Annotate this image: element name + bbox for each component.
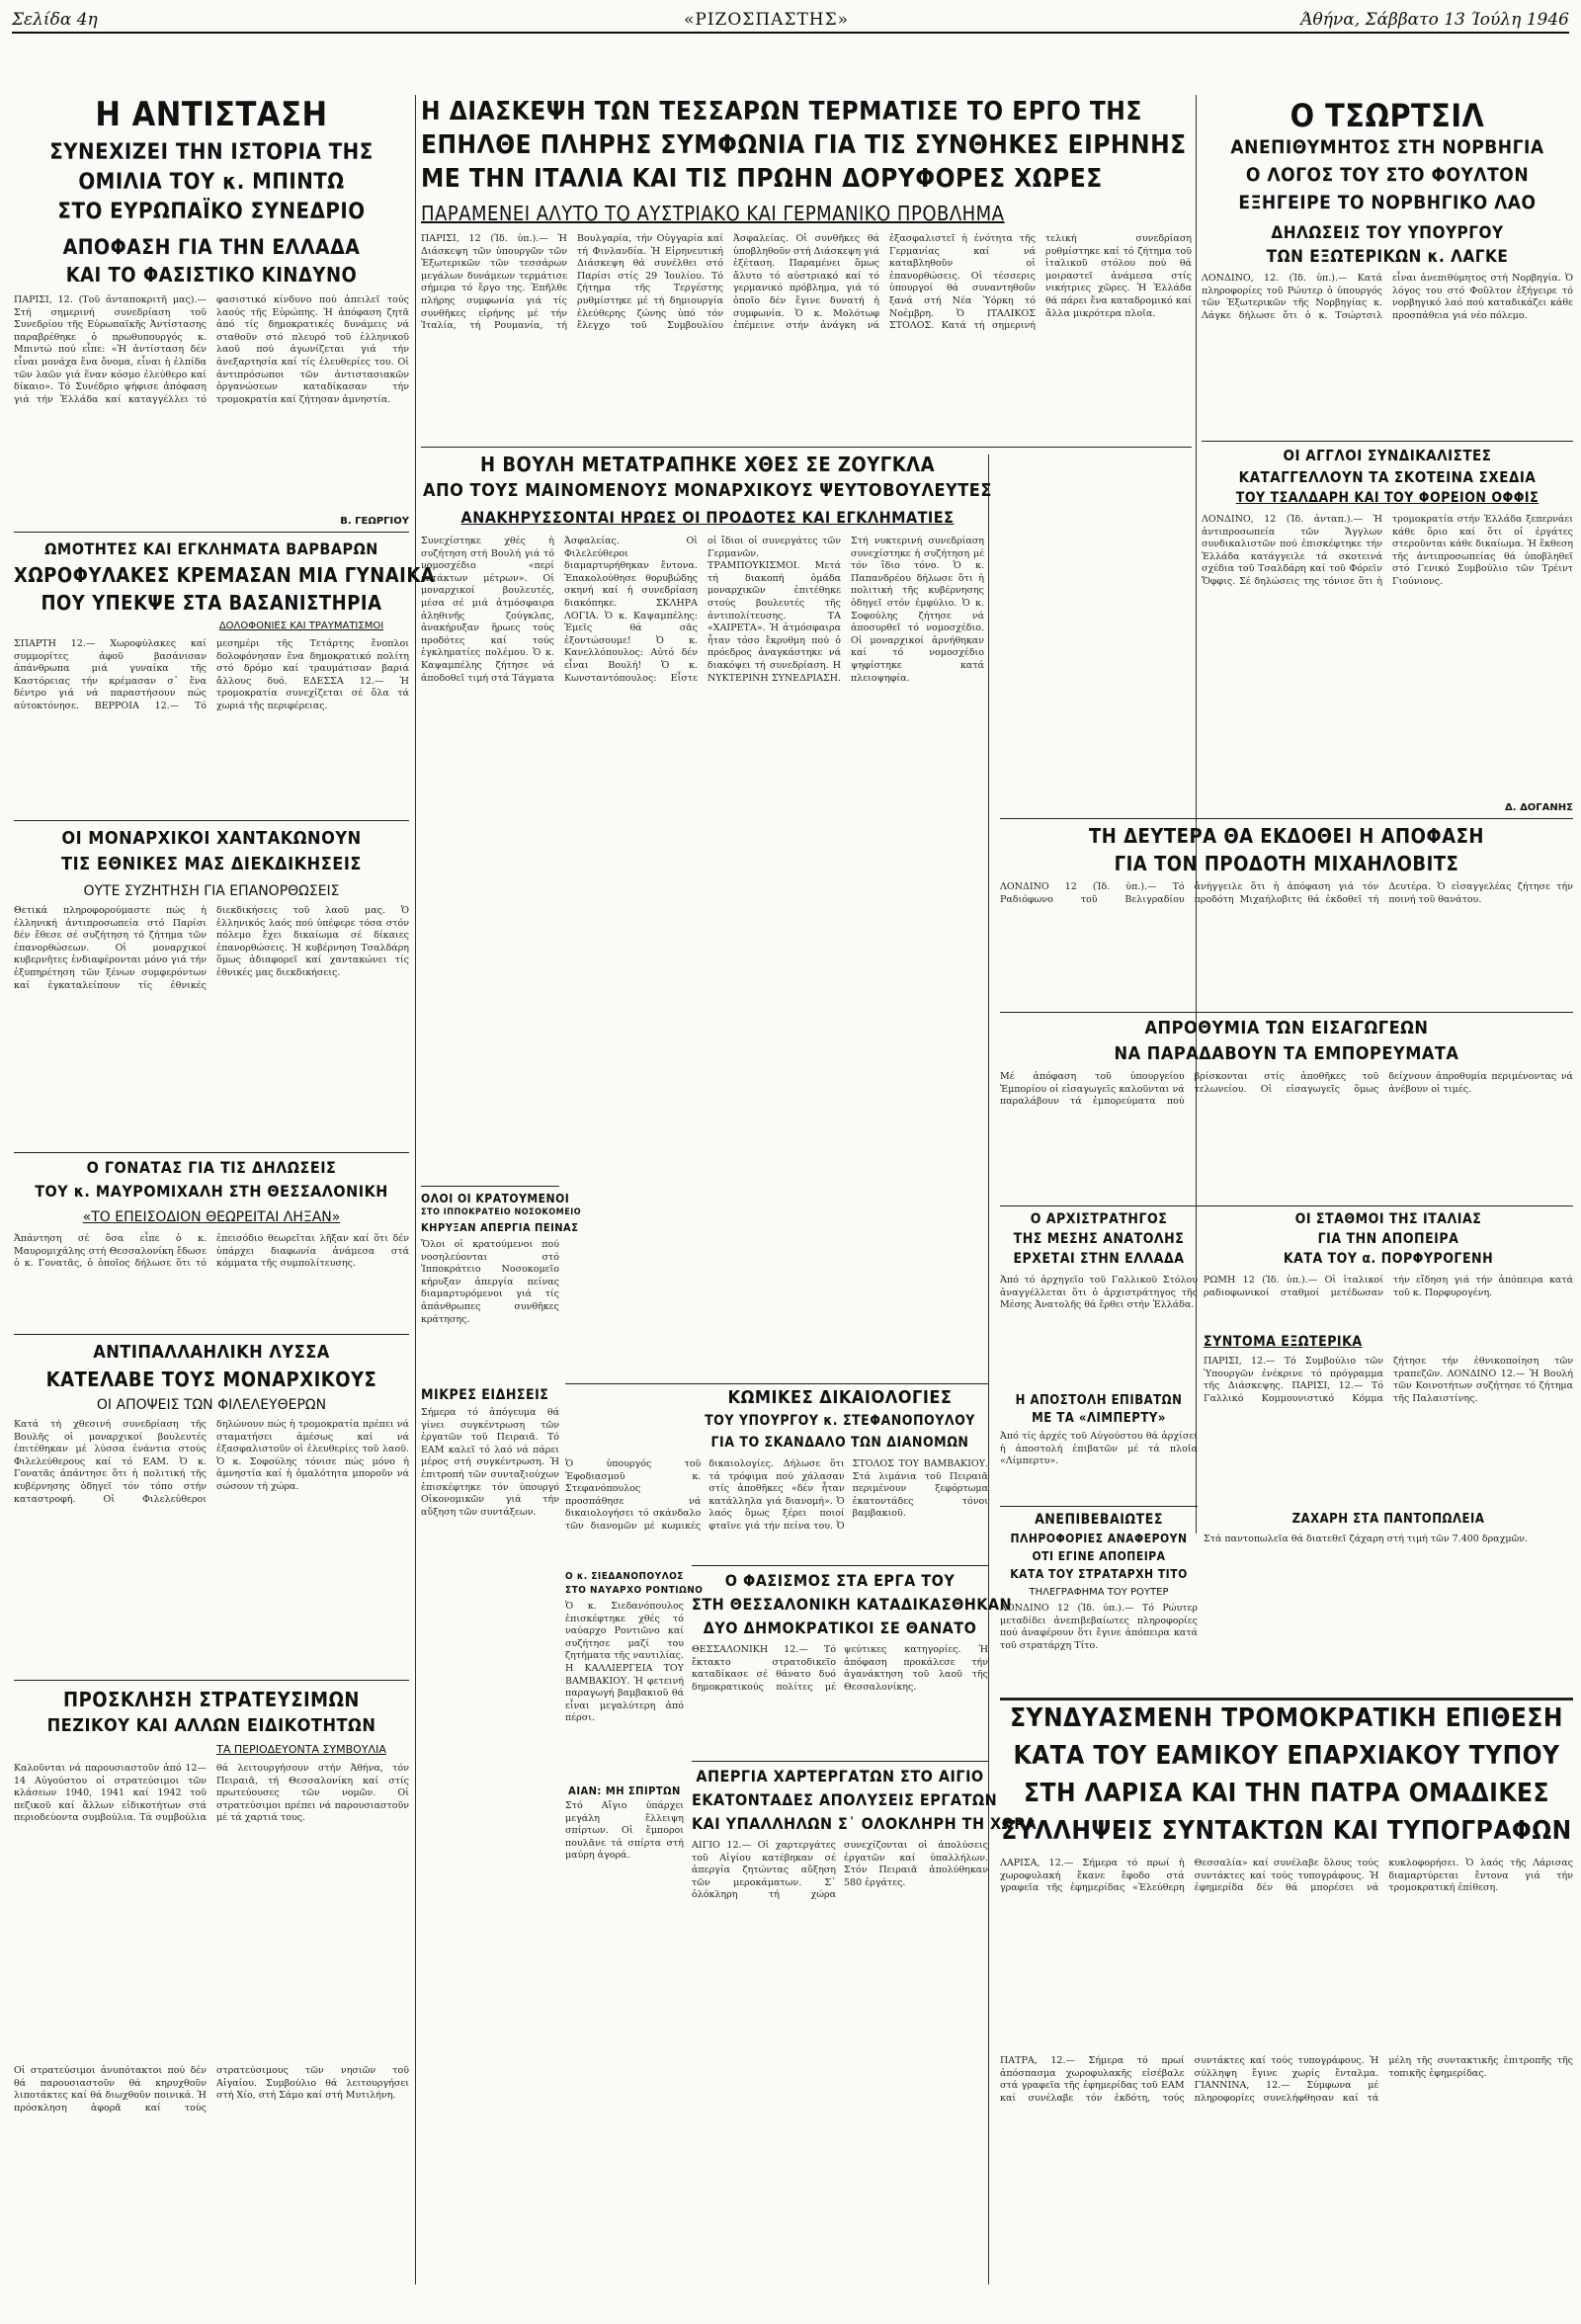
headline: Ο κ. ΣΙΕΔΑΝΟΠΟΥΛΟΣ: [565, 1571, 684, 1582]
headline: ΣΥΝΔΥΑΣΜΕΝΗ ΤΡΟΜΟΚΡΑΤΙΚΗ ΕΠΙΘΕΣΗ: [1010, 1703, 1563, 1733]
headline: ΜΕ ΤΑ «ΛΙΜΠΕΡΤΥ»: [1032, 1411, 1166, 1426]
subheadline: ΟΙ ΑΠΟΨΕΙΣ ΤΩΝ ΦΙΛΕΛΕΥΘΕΡΩΝ: [96, 1397, 327, 1413]
column-rule: [988, 455, 989, 2284]
newspaper-name: «ΡΙΖΟΣΠΑΣΤΗΣ»: [684, 10, 850, 30]
headline: ΟΙ ΑΓΓΛΟΙ ΣΥΝΔΙΚΑΛΙΣΤΕΣ: [1283, 447, 1492, 464]
headline: ΤΟΥ κ. ΜΑΥΡΟΜΙΧΑΛΗ ΣΤΗ ΘΕΣΣΑΛΟΝΙΚΗ: [35, 1182, 388, 1201]
headline: ΑΝΕΠΙΘΥΜΗΤΟΣ ΣΤΗ ΝΟΡΒΗΓΙΑ: [1230, 136, 1544, 158]
headline: Ο ΓΟΝΑΤΑΣ ΓΙΑ ΤΙΣ ΔΗΛΩΣΕΙΣ: [86, 1158, 337, 1177]
subheadline: ΟΜΙΛΙΑ ΤΟΥ κ. ΜΠΙΝΤΩ: [78, 170, 345, 195]
headline: ΤΗΣ ΜΕΣΗΣ ΑΝΑΤΟΛΗΣ: [1013, 1231, 1185, 1247]
byline: Β. ΓΕΩΡΓΙΟΥ: [340, 516, 409, 527]
headline: ΩΜΟΤΗΤΕΣ ΚΑΙ ΕΓΚΛΗΜΑΤΑ ΒΑΡΒΑΡΩΝ: [44, 540, 378, 558]
headline: ΑΝΕΠΙΒΕΒΑΙΩΤΕΣ: [1035, 1512, 1163, 1528]
article-body: ΛΟΝΔΙΝΟ 12 (Ἰδ. ὑπ.).— Τό Ρώυτερ μεταδίδει ἀνεπιβεβαίωτες πληροφορίες πού ἀναφέρουν ὅτι ἔγινε ἀπόπειρα κατά τοῦ στρατάρχη Τίτο.: [1000, 1603, 1198, 1651]
section-rule: [1000, 1012, 1573, 1013]
headline: ΠΛΗΡΟΦΟΡΙΕΣ ΑΝΑΦΕΡΟΥΝ: [1010, 1532, 1188, 1545]
article-body: Ἀπάντηση σέ ὅσα εἶπε ὁ κ. Μαυρομιχάλης στή Θεσσαλονίκη ἔδωσε ὁ κ. Γονατᾶς, ὁ ὁποῖος δήλωσε ὅτι τό ἐπεισόδιο θεωρεῖται λῆξαν καί ὅτι δέν ὑπάρχει διαφωνία ἀνάμεσα στά κόμματα τῆς συμπολίτευσης.: [14, 1233, 409, 1270]
headline: ΑΠΕΡΓΙΑ ΧΑΡΤΕΡΓΑΤΩΝ ΣΤΟ ΑΙΓΙΟ: [696, 1767, 984, 1785]
headline: Η ΒΟΥΛΗ ΜΕΤΑΤΡΑΠΗΚΕ ΧΘΕΣ ΣΕ ΖΟΥΓΚΛΑ: [480, 453, 935, 476]
column-rule: [415, 95, 416, 2284]
headline: ΕΚΑΤΟΝΤΑΔΕΣ ΑΠΟΛΥΣΕΙΣ ΕΡΓΑΤΩΝ: [692, 1790, 998, 1809]
headline: Η ΑΝΤΙΣΤΑΣΗ: [95, 95, 328, 134]
article-body: ΛΑΡΙΣΑ, 12.— Σήμερα τό πρωί ἡ χωροφυλακή ἔκανε ἔφοδο στά γραφεῖα τῆς ἐφημερίδας «Ἐλεύθερη Θεσσαλία» καί συνέλαβε ὅλους τούς συντάκτες καί τούς τυπογράφους. Ἡ ἐφημερίδα δέν θά μπορέσει νά κυκλοφορήσει. Ὁ λαός τῆς Λάρισας διαμαρτύρεται ἔντονα γιά τήν τρομοκρατική ἐπίθεση.: [1000, 1858, 1573, 1894]
page-number: Σελίδα 4η: [12, 10, 98, 30]
article-body: ΠΑΡΙΣΙ, 12.— Τό Συμβούλιο τῶν Ὑπουργῶν ἐνέκρινε τό πρόγραμμα τῆς Διάσκεψης. ΠΑΡΙΣΙ, 12.— Τό Γαλλικό Κομμουνιστικό Κόμμα ζήτησε τήν ἐθνικοποίηση τῶν τραπεζῶν. ΛΟΝΔΙΝΟ 12.— Ἡ Βουλή τῶν Κοινοτήτων συζήτησε τό ζήτημα τῆς Παλαιστίνης.: [1204, 1356, 1573, 1404]
headline: ΧΩΡΟΦΥΛΑΚΕΣ ΚΡΕΜΑΣΑΝ ΜΙΑ ΓΥΝΑΙΚΑ: [14, 563, 436, 587]
section-rule: [421, 447, 1192, 448]
headline: ΣΤΗ ΘΕΣΣΑΛΟΝΙΚΗ ΚΑΤΑΔΙΚΑΣΘΗΚΑΝ: [692, 1595, 1013, 1614]
subheadline: ΔΗΛΩΣΕΙΣ ΤΟΥ ΥΠΟΥΡΓΟΥ: [1271, 223, 1504, 243]
section-rule: [565, 1383, 988, 1384]
article-body: Κατά τή χθεσινή συνεδρίαση τῆς Βουλῆς οἱ μοναρχικοί βουλευτές ἐπιτέθηκαν μέ λύσσα ἐνάντια στούς Φιλελεύθερους καί τό ΕΑΜ. Ὁ κ. Γονατᾶς ἀπάντησε ὅτι ἡ πολιτική τῆς κυβέρνησης ὁδηγεῖ τόν τόπο στήν καταστροφή. Οἱ Φιλελεύθεροι δηλώνουν πώς ἡ τρομοκρατία πρέπει νά σταματήσει ἀμέσως καί νά ἐξασφαλιστοῦν οἱ ἐλευθερίες τοῦ λαοῦ. Ὁ κ. Σοφούλης τόνισε πώς μόνο ἡ ἀμνηστία καί ἡ ὁμαλότητα μποροῦν νά σώσουν τή χώρα.: [14, 1419, 409, 1505]
headline: ΟΙ ΣΤΑΘΜΟΙ ΤΗΣ ΙΤΑΛΙΑΣ: [1294, 1211, 1482, 1227]
headline: Ο ΛΟΓΟΣ ΤΟΥ ΣΤΟ ΦΟΥΛΤΟΝ: [1245, 164, 1530, 186]
article-body: ΠΑΡΙΣΙ, 12. (Τοῦ ἀνταποκριτῆ μας).— Στή σημερινή συνεδρίαση τοῦ Συνεδρίου τῆς Εὐρωπαϊκῆς Ἀντίστασης παραβρέθηκε ὁ πρωθυπουργός κ. Μπιντώ πού εἶπε: «Ἡ ἀντίσταση δέν εἶναι μονάχα ἕνα ὄνομα, εἶναι ἡ ἐλπίδα τῶν λαῶν γιά ἕναν κόσμο ἐλεύθερο καί δίκαιο». Τό Συνέδριο ψήφισε ἀπόφαση γιά τήν Ἑλλάδα καί καταγγέλλει τό φασιστικό κίνδυνο πού ἀπειλεῖ τούς λαούς τῆς Εὐρώπης. Ἡ ἀπόφαση ζητᾶ ἀπό τίς δημοκρατικές δυνάμεις νά σταθοῦν στό πλευρό τοῦ ἑλληνικοῦ λαοῦ πού ἀγωνίζεται γιά τήν ἀνεξαρτησία καί τίς ἐλευθερίες του. Οἱ ἀντιπρόσωποι τῶν ἀντιστασιακῶν ὀργανώσεων καταδίκασαν τήν τρομοκρατία καί ζήτησαν ἀμνηστία.: [14, 294, 409, 405]
section-rule: [1000, 1698, 1573, 1701]
subheadline: ΟΥΤΕ ΣΥΖΗΤΗΣΗ ΓΙΑ ΕΠΑΝΟΡΘΩΣΕΙΣ: [83, 883, 340, 899]
headline: ΖΑΧΑΡΗ ΣΤΑ ΠΑΝΤΟΠΩΛΕΙΑ: [1291, 1512, 1485, 1527]
headline: ΝΑ ΠΑΡΑΔΑΒΟΥΝ ΤΑ ΕΜΠΟΡΕΥΜΑΤΑ: [1114, 1043, 1459, 1064]
subheadline: ΣΤΟ ΕΥΡΩΠΑΪΚΟ ΣΥΝΕΔΡΙΟ: [57, 200, 366, 224]
article-body: ΣΠΑΡΤΗ 12.— Χωροφύλακες καί συμμορίτες ἀφοῦ βασάνισαν ἀπάνθρωπα μιά γυναίκα τῆς Καστόρειας τήν κρέμασαν σ᾽ ἕνα δέντρο γιά νά παραστήσουν πώς αὐτοκτόνησε. ΒΕΡΡΟΙΑ 12.— Τό μεσημέρι τῆς Τετάρτης ἔνοπλοι δολοφόνησαν ἕνα δημοκρατικό πολίτη στό δρόμο καί τραυμάτισαν βαριά ἄλλους δυό. ΕΔΕΣΣΑ 12.— Ἡ τρομοκρατία συνεχίζεται σέ ὅλα τά χωριά τῆς περιφέρειας.: [14, 638, 409, 711]
subheadline: «ΤΟ ΕΠΕΙΣΟΔΙΟΝ ΘΕΩΡΕΙΤΑΙ ΛΗΞΑΝ»: [82, 1209, 341, 1225]
headline: Η ΑΠΟΣΤΟΛΗ ΕΠΙΒΑΤΩΝ: [1015, 1393, 1183, 1408]
subheadline: ΣΥΝΕΧΙΖΕΙ ΤΗΝ ΙΣΤΟΡΙΑ ΤΗΣ: [49, 140, 374, 165]
section-rule: [14, 1152, 409, 1153]
article-body: ΛΟΝΔΙΝΟ 12 (Ἰδ. ὑπ.).— Τό Ραδιόφωνο τοῦ Βελιγραδίου ἀνήγγειλε ὅτι ἡ ἀπόφαση γιά τόν προδότη Μιχαήλοβιτς θά ἐκδοθεῖ τή Δευτέρα. Ὁ εἰσαγγελέας ζήτησε τήν ποινή τοῦ θανάτου.: [1000, 881, 1573, 905]
headline: ΓΙΑ ΤΗΝ ΑΠΟΠΕΙΡΑ: [1317, 1231, 1459, 1247]
section-rule: [1202, 441, 1573, 442]
section-rule: [421, 1186, 559, 1187]
headline: ΤΙΣ ΕΘΝΙΚΕΣ ΜΑΣ ΔΙΕΚΔΙΚΗΣΕΙΣ: [61, 854, 362, 874]
headline: ΠΟΥ ΥΠΕΚΨΕ ΣΤΑ ΒΑΣΑΝΙΣΤΗΡΙΑ: [41, 591, 382, 615]
section-rule: [14, 1334, 409, 1335]
subheadline: ΤΑ ΠΕΡΙΟΔΕΥΟΝΤΑ ΣΥΜΒΟΥΛΙΑ: [216, 1743, 386, 1756]
masthead: [12, 8, 1569, 34]
headline: Ο ΦΑΣΙΣΜΟΣ ΣΤΑ ΕΡΓΑ ΤΟΥ: [724, 1571, 956, 1590]
subheadline: ΑΠΟΦΑΣΗ ΓΙΑ ΤΗΝ ΕΛΛΑΔΑ: [62, 235, 361, 259]
headline: ΕΡΧΕΤΑΙ ΣΤΗΝ ΕΛΛΑΔΑ: [1013, 1251, 1185, 1267]
section-rule: [692, 1761, 988, 1762]
headline: ΚΩΜΙΚΕΣ ΔΙΚΑΙΟΛΟΓΙΕΣ: [727, 1387, 953, 1408]
subheadline: ΚΑΙ ΤΟ ΦΑΣΙΣΤΙΚΟ ΚΙΝΔΥΝΟ: [65, 263, 358, 287]
subheadline: ΠΑΡΑΜΕΝΕΙ ΑΛΥΤΟ ΤΟ ΑΥΣΤΡΙΑΚΟ ΚΑΙ ΓΕΡΜΑΝΙΚΟ ΠΡΟΒΛΗΜΑ: [421, 202, 1005, 225]
article-body: Σήμερα τό ἀπόγευμα θά γίνει συγκέντρωση τῶν ἐργατῶν τοῦ Πειραιᾶ. Τό ΕΑΜ καλεῖ τό λαό νά πάρει μέρος στή συγκέντρωση. Ἡ ἐπιτροπή τῶν συνταξιούχων ἐπισκέφτηκε τόν ὑπουργό Οἰκονομικῶν γιά τήν αὔξηση τῶν συντάξεων.: [421, 1407, 559, 1518]
headline: ΤΗ ΔΕΥΤΕΡΑ ΘΑ ΕΚΔΟΘΕΙ Η ΑΠΟΦΑΣΗ: [1089, 824, 1484, 848]
headline: ΜΕ ΤΗΝ ΙΤΑΛΙΑ ΚΑΙ ΤΙΣ ΠΡΩΗΝ ΔΟΡΥΦΟΡΕΣ ΧΩΡΕΣ: [421, 164, 1103, 194]
subheadline: ΤΗΛΕΓΡΑΦΗΜΑ ΤΟΥ ΡΟΥΤΕΡ: [1029, 1587, 1169, 1598]
headline: ΓΙΑ ΤΟ ΣΚΑΝΔΑΛΟ ΤΩΝ ΔΙΑΝΟΜΩΝ: [710, 1435, 969, 1451]
headline: ΣΤΟ ΝΑΥΑΡΧΟ ΡΟΝΤΙΩΝΟ: [565, 1585, 704, 1596]
headline: ΚΑΤΕΛΑΒΕ ΤΟΥΣ ΜΟΝΑΡΧΙΚΟΥΣ: [45, 1368, 377, 1391]
headline: ΤΟΥ ΤΣΑΛΔΑΡΗ ΚΑΙ ΤΟΥ ΦΟΡΕΙΟΝ ΟΦΦΙΣ: [1235, 490, 1539, 506]
article-body: Στό Αἴγιο ὑπάρχει μεγάλη ἔλλειψη σπίρτων. Οἱ ἔμποροι πουλᾶνε τά σπίρτα στή μαύρη ἀγορά.: [565, 1800, 684, 1862]
headline: ΑΠΟ ΤΟΥΣ ΜΑΙΝΟΜΕΝΟΥΣ ΜΟΝΑΡΧΙΚΟΥΣ ΨΕΥΤΟΒΟΥΛΕΥΤΕΣ: [423, 480, 992, 501]
section-rule: [14, 1680, 409, 1681]
article-body: Συνεχίστηκε χθές ἡ συζήτηση στή Βουλή γιά τό νομοσχέδιο «περί ἐκτάκτων μέτρων». Οἱ μοναρχικοί βουλευτές, μέσα σέ μιά ἀτμόσφαιρα ἀληθινῆς ζούγκλας, ἀνακήρυξαν ἥρωες τούς προδότες καί τούς ἐγκληματίες πολέμου. Ὁ κ. Καψαμπέλης ζήτησε νά ἀποδοθεῖ τιμή στά Τάγματα Ἀσφαλείας. Οἱ Φιλελεύθεροι διαμαρτυρήθηκαν ἔντονα. Ἐπακολούθησε θορυβώδης σκηνή καί ἡ συνεδρίαση διακόπηκε. ΣΚΛΗΡΑ ΛΟΓΙΑ. Ὁ κ. Καψαμπέλης: Ἐμεῖς θά σᾶς ἐξοντώσουμε! Ὁ κ. Κανελλόπουλος: Αὐτό δέν εἶναι Βουλή! Ὁ κ. Κωνσταντόπουλος: Εἶστε οἱ ἴδιοι οἱ συνεργάτες τῶν Γερμανῶν. ΤΡΑΜΠΟΥΚΙΣΜΟΙ. Μετά τή διακοπή ὁμάδα μοναρχικῶν ἐπιτέθηκε στούς βουλευτές τῆς ἀντιπολίτευσης. ΤΑ «ΧΑΙΡΕΤΑ». Ἡ ἀτμόσφαιρα ἦταν τόσο ἔκρυθμη πού ὁ πρόεδρος ἀναγκάστηκε νά διακόψει τή συνεδρίαση. Η ΝΥΚΤΕΡΙΝΗ ΣΥΝΕΔΡΙΑΣΗ. Στή νυκτερινή συνεδρίαση συνεχίστηκε ἡ συζήτηση μέ τόν ἴδιο τόνο. Ὁ κ. Παπανδρέου δήλωσε ὅτι ἡ πολιτική τῆς κυβέρνησης ὁδηγεῖ στόν ἐμφύλιο. Ὁ κ. Σοφούλης ζήτησε νά ἀποσυρθεῖ τό νομοσχέδιο. Οἱ μοναρχικοί ἀρνήθηκαν καί τό νομοσχέδιο ψηφίστηκε κατά πλειοψηφία.: [421, 536, 984, 684]
section-rule: [14, 532, 409, 533]
headline: ΓΙΑ ΤΟΝ ΠΡΟΔΟΤΗ ΜΙΧΑΗΛΟΒΙΤΣ: [1114, 852, 1459, 875]
article-body: Θετικά πληροφορούμαστε πώς ἡ ἑλληνική ἀντιπροσωπεία στό Παρίσι δέν ἔθεσε σέ συζήτηση τό ζήτημα τῶν ἐπανορθώσεων. Οἱ μοναρχικοί κυβερνῆτες ἐνδιαφέρονται μόνο γιά τήν ἐξυπηρέτηση τῶν ξένων συμφερόντων καί ἐγκαταλείπουν τίς ἐθνικές διεκδικήσεις τοῦ λαοῦ μας. Ὁ ἑλληνικός λαός πού ὑπέφερε τόσα στόν πόλεμο ἔχει δικαίωμα σέ δίκαιες ἐπανορθώσεις. Ἡ κυβέρνηση Τσαλδάρη ὅμως ἀδιαφορεῖ καί χαντακώνει τίς ἐθνικές μας διεκδικήσεις.: [14, 905, 409, 991]
article-body: ΠΑΤΡΑ, 12.— Σήμερα τό πρωί ἀπόσπασμα χωροφυλακῆς εἰσέβαλε στά γραφεῖα τῆς ἐφημερίδας τοῦ ΕΑΜ καί συνέλαβε τόν ἐκδότη, τούς συντάκτες καί τούς τυπογράφους. Ἡ σύλληψη ἔγινε χωρίς ἔνταλμα. ΓΙΑΝΝΙΝΑ, 12.— Σύμφωνα μέ πληροφορίες συνελήφθησαν καί τά μέλη τῆς συντακτικῆς ἐπιτροπῆς τῆς τοπικῆς ἐφημερίδας.: [1000, 2055, 1573, 2104]
subheadline: ΔΟΛΟΦΟΝΙΕΣ ΚΑΙ ΤΡΑΥΜΑΤΙΣΜΟΙ: [218, 621, 384, 631]
headline: ΑΙΑΝ: ΜΗ ΣΠΙΡΤΩΝ: [568, 1784, 681, 1797]
article-body: ΛΟΝΔΙΝΟ, 12. (Ἰδ. ὑπ.).— Κατά πληροφορίες τοῦ Ρώυτερ ὁ ὑπουργός τῶν Ἐξωτερικῶν τῆς Νορβηγίας κ. Λάγκε δήλωσε ὅτι ὁ κ. Τσώρτσιλ εἶναι ἀνεπιθύμητος στή Νορβηγία. Ὁ λόγος του στό Φοῦλτον ἐξήγειρε τό νορβηγικό λαό πού καταδικάζει κάθε προσπάθεια γιά νέο πόλεμο.: [1202, 273, 1573, 321]
headline: ΜΙΚΡΕΣ ΕΙΔΗΣΕΙΣ: [421, 1387, 549, 1403]
section-rule: [692, 1565, 988, 1566]
article-body: Καλοῦνται νά παρουσιαστοῦν ἀπό 12—14 Αὐγούστου οἱ στρατεύσιμοι τῶν κλάσεων 1940, 1941 καί 1942 τοῦ πεζικοῦ καί ἄλλων εἰδικοτήτων στά περιοδεύοντα συμβούλια. Τά συμβούλια θά λειτουργήσουν στήν Ἀθήνα, τόν Πειραιᾶ, τή Θεσσαλονίκη καί στίς πρωτεύουσες τῶν νομῶν. Οἱ στρατεύσιμοι πρέπει νά παρουσιαστοῦν μέ τά χαρτιά τους.: [14, 1763, 409, 1824]
headline: ΣΥΛΛΗΨΕΙΣ ΣΥΝΤΑΚΤΩΝ ΚΑΙ ΤΥΠΟΓΡΑΦΩΝ: [1001, 1816, 1572, 1846]
headline: ΠΕΖΙΚΟΥ ΚΑΙ ΑΛΛΩΝ ΕΙΔΙΚΟΤΗΤΩΝ: [46, 1715, 376, 1736]
headline: Ο ΤΣΩΡΤΣΙΛ: [1290, 97, 1485, 134]
article-body: Στά παντοπωλεῖα θά διατεθεῖ ζάχαρη στή τιμή τῶν 7.400 δραχμῶν.: [1204, 1534, 1529, 1544]
headline: ΟΛΟΙ ΟΙ ΚΡΑΤΟΥΜΕΝΟΙ: [421, 1192, 570, 1205]
article-body: ΡΩΜΗ 12 (Ἰδ. ὑπ.).— Οἱ ἰταλικοί ραδιοφωνικοί σταθμοί μετέδωσαν τήν εἴδηση γιά τήν ἀπόπειρα κατά τοῦ κ. Πορφυρογένη.: [1204, 1275, 1573, 1298]
article-body: ΘΕΣΣΑΛΟΝΙΚΗ 12.— Τό ἔκτακτο στρατοδικεῖο καταδίκασε σέ θάνατο δυό δημοκρατικούς πολίτες μέ ψεύτικες κατηγορίες. Ἡ ἀπόφαση προκάλεσε τήν ἀγανάκτηση τοῦ λαοῦ τῆς Θεσσαλονίκης.: [692, 1644, 988, 1693]
headline: ΕΠΗΛΘΕ ΠΛΗΡΗΣ ΣΥΜΦΩΝΙΑ ΓΙΑ ΤΙΣ ΣΥΝΘΗΚΕΣ ΕΙΡΗΝΗΣ: [421, 130, 1187, 160]
article-body: Μέ ἀπόφαση τοῦ ὑπουργείου Ἐμπορίου οἱ εἰσαγωγεῖς καλοῦνται νά παραλάβουν τά ἐμπορεύματα πού βρίσκονται στίς ἀποθῆκες τοῦ τελωνείου. Οἱ εἰσαγωγεῖς ὅμως δείχνουν ἀπροθυμία περιμένοντας νά ἀνέβουν οἱ τιμές.: [1000, 1071, 1573, 1108]
headline: ΣΥΝΤΟΜΑ ΕΞΩΤΕΡΙΚΑ: [1204, 1334, 1363, 1350]
issue-date: Άθήνα, Σάββατο 13 Ίούλη 1946: [1300, 10, 1569, 30]
headline: ΚΑΤΑΓΓΕΛΛΟΥΝ ΤΑ ΣΚΟΤΕΙΝΑ ΣΧΕΔΙΑ: [1238, 468, 1537, 486]
article-body: ΛΟΝΔΙΝΟ, 12 (Ἰδ. ἀνταπ.).— Ἡ ἀντιπροσωπεία τῶν Ἄγγλων συνδικαλιστῶν πού ἐπισκέφτηκε τήν Ἑλλάδα κατάγγειλε τά σκοτεινά σχέδια τοῦ Τσαλδάρη καί τοῦ Φόρεϊν Ὄφφις. Σέ δηλώσεις της τόνισε ὅτι ἡ τρομοκρατία στήν Ἑλλάδα ξεπερνάει κάθε ὅριο καί ὅτι οἱ ἐργάτες στεροῦνται κάθε δικαίωμα. Ἡ ἔκθεση τῆς ἀντιπροσωπείας θά ὑποβληθεῖ στό Γενικό Συμβούλιο τῶν Τρέιντ Γιούνιονς.: [1202, 514, 1573, 587]
headline: ΣΤΗ ΛΑΡΙΣΑ ΚΑΙ ΤΗΝ ΠΑΤΡΑ ΟΜΑΔΙΚΕΣ: [1024, 1779, 1549, 1808]
article-body: Ὁ κ. Σιεδανόπουλος ἐπισκέφτηκε χθές τό ναύαρχο Ροντιῶνο καί συζήτησε μαζί του ζητήματα τῆς ναυτιλίας. Η ΚΑΛΛΙΕΡΓΕΙΑ ΤΟΥ ΒΑΜΒΑΚΙΟΥ. Ἡ φετεινή παραγωγή βαμβακιοῦ θά εἶναι μεγαλύτερη ἀπό πέρσι.: [565, 1601, 684, 1724]
article-body: Ἀπό τό ἀρχηγεῖο τοῦ Γαλλικοῦ Στόλου ἀναγγέλλεται ὅτι ὁ ἀρχιστράτηγος τῆς Μέσης Ἀνατολῆς θά ἔρθει στήν Ἑλλάδα.: [1000, 1275, 1198, 1311]
section-rule: [1000, 1506, 1198, 1507]
headline: ΟΙ ΜΟΝΑΡΧΙΚΟΙ ΧΑΝΤΑΚΩΝΟΥΝ: [61, 828, 362, 849]
headline: ΚΑΙ ΥΠΑΛΛΗΛΩΝ Σ᾽ ΟΛΟΚΛΗΡΗ ΤΗ ΧΩΡΑ: [692, 1814, 1038, 1833]
subheadline: ΑΝΑΚΗΡΥΣΣΟΝΤΑΙ ΗΡΩΕΣ ΟΙ ΠΡΟΔΟΤΕΣ ΚΑΙ ΕΓΚΛΗΜΑΤΙΕΣ: [460, 508, 955, 527]
masthead-rule: [12, 32, 1569, 34]
headline: ΔΥΟ ΔΗΜΟΚΡΑΤΙΚΟΙ ΣΕ ΘΑΝΑΤΟ: [703, 1618, 977, 1637]
byline: Δ. ΔΟΓΑΝΗΣ: [1505, 802, 1573, 813]
article-body: ΑΙΓΙΟ 12.— Οἱ χαρτεργάτες τοῦ Αἰγίου κατέβηκαν σέ ἀπεργία ζητώντας αὔξηση τῶν μεροκάματων. Σ᾽ ὁλόκληρη τή χώρα συνεχίζονται οἱ ἀπολύσεις ἐργατῶν καί ὑπαλλήλων. Στόν Πειραιᾶ ἀπολύθηκαν 580 ἐργάτες.: [692, 1840, 988, 1901]
section-rule: [14, 820, 409, 821]
article-body: Ὁ ὑπουργός τοῦ Ἐφοδιασμοῦ κ. Στεφανόπουλος προσπάθησε νά δικαιολογήσει τό σκάνδαλο τῶν διανομῶν μέ κωμικές δικαιολογίες. Δήλωσε ὅτι τά τρόφιμα πού χάλασαν στίς ἀποθῆκες «δέν ἦταν κατάλληλα γιά διανομή». Ὁ λαός ὅμως ξέρει ποιοί φταῖνε γιά τήν πείνα του. Ὁ ΣΤΟΛΟΣ ΤΟΥ ΒΑΜΒΑΚΙΟΥ. Στά λιμάνια τοῦ Πειραιᾶ περιμένουν ξεφόρτωμα ἑκατοντάδες τόνοι βαμβακιοῦ.: [565, 1458, 988, 1532]
headline: ΚΑΤΑ ΤΟΥ α. ΠΟΡΦΥΡΟΓΕΝΗ: [1283, 1251, 1494, 1267]
headline: ΤΟΥ ΥΠΟΥΡΓΟΥ κ. ΣΤΕΦΑΝΟΠΟΥΛΟΥ: [705, 1413, 975, 1429]
headline: ΑΝΤΙΠΑΛΛΑΗΛΙΚΗ ΛΥΣΣΑ: [93, 1342, 330, 1363]
article-body: Οἱ στρατεύσιμοι ἀνυπότακτοι πού δέν θά παρουσιαστοῦν θά κηρυχθοῦν λιποτάκτες καί θά διωχθοῦν ποινικά. Ἡ πρόσκληση ἀφορᾶ καί τούς στρατεύσιμους τῶν νησιῶν τοῦ Αἰγαίου. Συμβούλιο θά λειτουργήσει στή Χίο, στή Σάμο καί στή Μυτιλήνη.: [14, 2065, 409, 2114]
headline: ΣΤΟ ΙΠΠΟΚΡΑΤΕΙΟ ΝΟΣΟΚΟΜΕΙΟ: [421, 1207, 582, 1217]
section-rule: [1000, 818, 1573, 819]
headline: ΟΤΙ ΕΓΙΝΕ ΑΠΟΠΕΙΡΑ: [1032, 1549, 1166, 1563]
headline: Η ΔΙΑΣΚΕΨΗ ΤΩΝ ΤΕΣΣΑΡΩΝ ΤΕΡΜΑΤΙΣΕ ΤΟ ΕΡΓΟ ΤΗΣ: [421, 97, 1142, 126]
headline: ΚΗΡΥΞΑΝ ΑΠΕΡΓΙΑ ΠΕΙΝΑΣ: [421, 1221, 579, 1234]
headline: ΚΑΤΑ ΤΟΥ ΕΑΜΙΚΟΥ ΕΠΑΡΧΙΑΚΟΥ ΤΥΠΟΥ: [1013, 1741, 1560, 1771]
headline: ΕΞΗΓΕΙΡΕ ΤΟ ΝΟΡΒΗΓΙΚΟ ΛΑΟ: [1238, 192, 1537, 213]
headline: Ο ΑΡΧΙΣΤΡΑΤΗΓΟΣ: [1030, 1211, 1168, 1227]
headline: ΚΑΤΑ ΤΟΥ ΣΤΡΑΤΑΡΧΗ ΤΙΤΟ: [1010, 1567, 1188, 1581]
headline: ΑΠΡΟΘΥΜΙΑ ΤΩΝ ΕΙΣΑΓΩΓΕΩΝ: [1144, 1018, 1429, 1038]
article-body: Ἀπό τίς ἀρχές τοῦ Αὐγούστου θά ἀρχίσει ἡ ἀποστολή ἐπιβατῶν μέ τά πλοῖα «Λίμπερτυ».: [1000, 1431, 1198, 1467]
article-body: Ὅλοι οἱ κρατούμενοι πού νοσηλεύονται στό Ἱπποκράτειο Νοσοκομεῖο κήρυξαν ἀπεργία πείνας διαμαρτυρόμενοι γιά τίς ἀπάνθρωπες συνθῆκες κράτησης.: [421, 1239, 559, 1325]
article-body: ΠΑΡΙΣΙ, 12 (Ἰδ. ὑπ.).— Ἡ Διάσκεψη τῶν ὑπουργῶν τῶν Ἐξωτερικῶν τῶν τεσσάρων μεγάλων δυνάμεων τερμάτισε σήμερα τό ἔργο της. Ἐπῆλθε πλήρης συμφωνία γιά τίς συνθῆκες εἰρήνης μέ τήν Ἰταλία, τή Ρουμανία, τή Βουλγαρία, τήν Οὑγγαρία καί τή Φινλανδία. Ἡ Εἰρηνευτική Διάσκεψη θά συνέλθει στό Παρίσι στίς 29 Ἰουλίου. Τό ζήτημα τῆς Τεργέστης ρυθμίστηκε μέ τή δημιουργία ἐλεύθερης ζώνης ὑπό τόν ἔλεγχο τοῦ Συμβουλίου Ἀσφαλείας. Οἱ συνθῆκες θά ὑποβληθοῦν στή Διάσκεψη γιά ἐξέταση. Παραμένει ὅμως ἄλυτο τό αὐστριακό καί τό γερμανικό πρόβλημα, γιά τό ὁποῖο δέν ἔγινε δυνατή ἡ συμφωνία. Ὁ κ. Μολότωφ ἐπέμεινε στήν ἀνάγκη νά ἐξασφαλιστεῖ ἡ ἑνότητα τῆς Γερμανίας καί νά καταβληθοῦν οἱ ἐπανορθώσεις. Οἱ τέσσερις ὑπουργοί θά συναντηθοῦν ξανά στή Νέα Ὑόρκη τό Νοέμβρη. Ὁ ΙΤΑΛΙΚΟΣ ΣΤΟΛΟΣ. Κατά τή σημερινή τελική συνεδρίαση ρυθμίστηκε καί τό ζήτημα τοῦ ἰταλικοῦ στόλου πού θά μοιραστεῖ ἀνάμεσα στίς νικήτριες χῶρες. Ἡ Ἑλλάδα θά πάρει ἕνα καταδρομικό καί ἄλλα μικρότερα πλοῖα.: [421, 233, 1192, 332]
section-rule: [1000, 1205, 1573, 1206]
headline: ΠΡΟΣΚΛΗΣΗ ΣΤΡΑΤΕΥΣΙΜΩΝ: [63, 1688, 360, 1711]
subheadline: ΤΩΝ ΕΞΩΤΕΡΙΚΩΝ κ. ΛΑΓΚΕ: [1266, 247, 1509, 267]
